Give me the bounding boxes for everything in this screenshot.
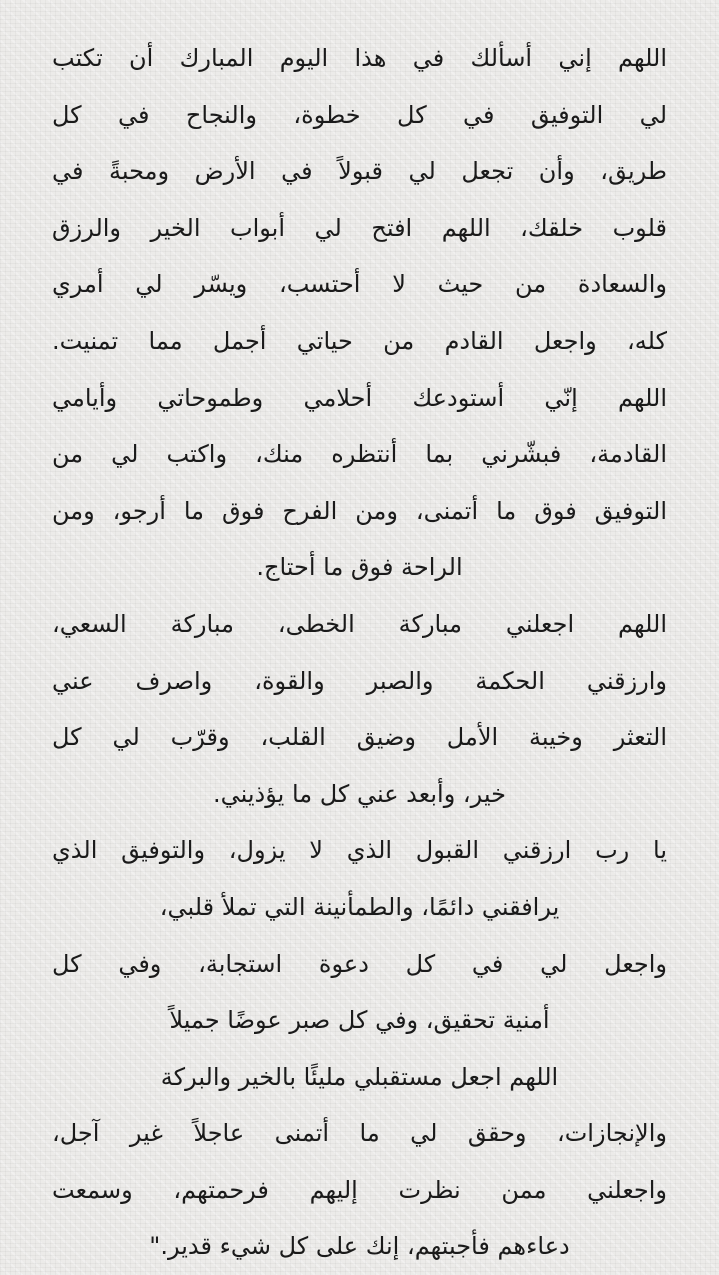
text-line: يرافقني دائمًا، والطمأنينة التي تملأ قلبي،: [159, 892, 560, 921]
text-line: كله، واجعل القادم من حياتي أجمل مما تمنيت.: [52, 326, 667, 355]
text-line: التوفيق فوق ما أتمنى، ومن الفرح فوق ما أرجو، ومن: [52, 496, 667, 525]
text-line: خير، وأبعد عني كل ما يؤذيني.: [213, 779, 506, 808]
text-line: أمنية تحقيق، وفي كل صبر عوضًا جميلاً: [169, 1006, 550, 1035]
text-line: طريق، وأن تجعل لي قبولاً في الأرض ومحبةً في: [52, 157, 667, 186]
text-line: يا رب ارزقني القبول الذي لا يزول، والتوفيق الذي: [52, 836, 667, 865]
text-line: والسعادة من حيث لا أحتسب، ويسّر لي أمري: [52, 270, 667, 299]
text-line: واجعلني ممن نظرت إليهم فرحمتهم، وسمعت: [52, 1175, 667, 1204]
text-line: وارزقني الحكمة والصبر والقوة، واصرف عني: [52, 666, 667, 695]
text-line: قلوب خلقك، اللهم افتح لي أبواب الخير والرزق: [52, 213, 667, 242]
text-line: دعاءهم فأجبتهم، إنك على كل شيء قدير.": [149, 1232, 570, 1261]
text-line: اللهم إنّي أستودعك أحلامي وطموحاتي وأيامي: [52, 383, 667, 412]
text-line: اللهم اجعلني مباركة الخطى، مباركة السعي،: [52, 609, 667, 638]
text-line: اللهم اجعل مستقبلي مليئًا بالخير والبركة: [160, 1062, 559, 1091]
text-line: لي التوفيق في كل خطوة، والنجاح في كل: [52, 100, 667, 129]
text-line: الراحة فوق ما أحتاج.: [256, 553, 463, 582]
text-line: اللهم إني أسألك في هذا اليوم المبارك أن تكتب: [52, 44, 667, 72]
text-line: القادمة، فبشّرني بما أنتظره منك، واكتب لي من: [52, 440, 667, 469]
text-line: التعثر وخيبة الأمل وضيق القلب، وقرّب لي كل: [52, 723, 667, 752]
text-line: والإنجازات، وحقق لي ما أتمنى عاجلاً غير آجل،: [52, 1119, 667, 1148]
text-line: واجعل لي في كل دعوة استجابة، وفي كل: [52, 949, 667, 978]
